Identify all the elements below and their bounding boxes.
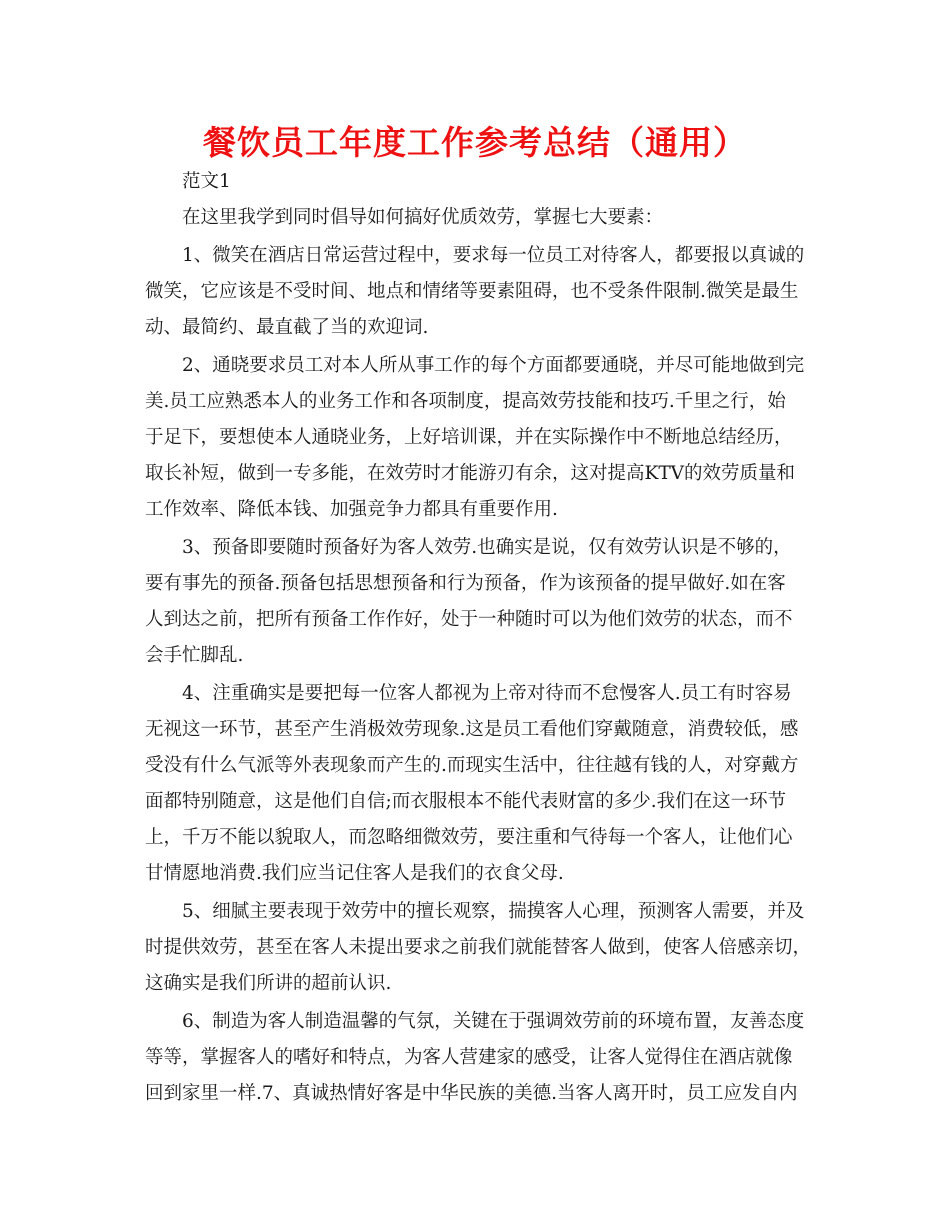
paragraph-line: 面都特别随意，这是他们自信;而衣服根本不能代表财富的多少.我们在这一环节 (145, 791, 787, 812)
paragraph-line: 会手忙脚乱. (145, 645, 244, 666)
paragraph-line: 3、预备即要随时预备好为客人效劳.也确实是说，仅有效劳认识是不够的， (182, 537, 792, 558)
paragraph-line: 于足下，要想使本人通晓业务，上好培训课，并在实际操作中不断地总结经历， (145, 427, 793, 448)
paragraph-line: 无视这一环节，甚至产生消极效劳现象.这是员工看他们穿戴随意，消费较低，感 (145, 719, 799, 740)
paragraph-line: 回到家里一样.7、真诚热情好客是中华民族的美德.当客人离开时，员工应发自内 (145, 1083, 798, 1104)
paragraph-line: 微笑，它应该是不受时间、地点和情绪等要素阻碍，也不受条件限制.微笑是最生 (145, 281, 799, 302)
paragraph (145, 676, 810, 892)
paragraph-line: 2、通晓要求员工对本人所从事工作的每个方面都要通晓，并尽可能地做到完 (182, 355, 805, 376)
paragraph-line: 人到达之前，把所有预备工作作好，处于一种随时可以为他们效劳的状态，而不 (145, 609, 793, 630)
paragraph-line: 取长补短，做到一专多能，在效劳时才能游刃有余，这对提高KTV的效劳质量和 (145, 463, 796, 484)
paragraph-line: 6、制造为客人制造温馨的气氛，关键在于强调效劳前的环境布置，友善态度 (182, 1011, 805, 1032)
paragraph-line: 范文1 (182, 171, 231, 192)
paragraph-line: 动、最简约、最直截了当的欢迎词. (145, 317, 429, 338)
paragraph-line: 在这里我学到同时倡导如何搞好优质效劳，掌握七大要素： (182, 207, 664, 228)
paragraph-line: 等等，掌握客人的嗜好和特点，为客人营建家的感受，让客人觉得住在酒店就像 (145, 1047, 793, 1068)
paragraph-line: 5、细腻主要表现于效劳中的擅长观察，揣摸客人心理，预测客人需要，并及 (182, 901, 805, 922)
paragraph-line: 这确实是我们所讲的超前认识. (145, 973, 392, 994)
paragraph (145, 1004, 810, 1112)
paragraph-line: 4、注重确实是要把每一位客人都视为上帝对待而不怠慢客人.员工有时容易 (182, 683, 792, 704)
paragraph (145, 238, 810, 346)
paragraph (145, 894, 810, 1002)
paragraph-line: 1、微笑在酒店日常运营过程中，要求每一位员工对待客人，都要报以真诚的 (182, 245, 805, 266)
paragraph-line: 上，千万不能以貌取人，而忽略细微效劳，要注重和气待每一个客人，让他们心 (145, 827, 793, 848)
paragraph (145, 348, 810, 528)
paragraph (145, 200, 810, 236)
paragraph-line: 美.员工应熟悉本人的业务工作和各项制度，提高效劳技能和技巧.千里之行，始 (145, 391, 786, 412)
paragraph-line: 工作效率、降低本钱、加强竞争力都具有重要作用. (145, 499, 558, 520)
paragraph (145, 164, 810, 200)
paragraph-line: 甘情愿地消费.我们应当记住客人是我们的衣食父母. (145, 863, 564, 884)
document-body (145, 164, 810, 1112)
paragraph (145, 530, 810, 674)
document-title: 餐饮员工年度工作参考总结（通用） (203, 123, 747, 162)
paragraph-line: 要有事先的预备.预备包括思想预备和行为预备，作为该预备的提早做好.如在客 (145, 573, 786, 594)
paragraph-line: 时提供效劳，甚至在客人未提出要求之前我们就能替客人做到，使客人倍感亲切， (145, 937, 812, 958)
paragraph-line: 受没有什么气派等外表现象而产生的.而现实生活中，往往越有钱的人，对穿戴方 (145, 755, 799, 776)
